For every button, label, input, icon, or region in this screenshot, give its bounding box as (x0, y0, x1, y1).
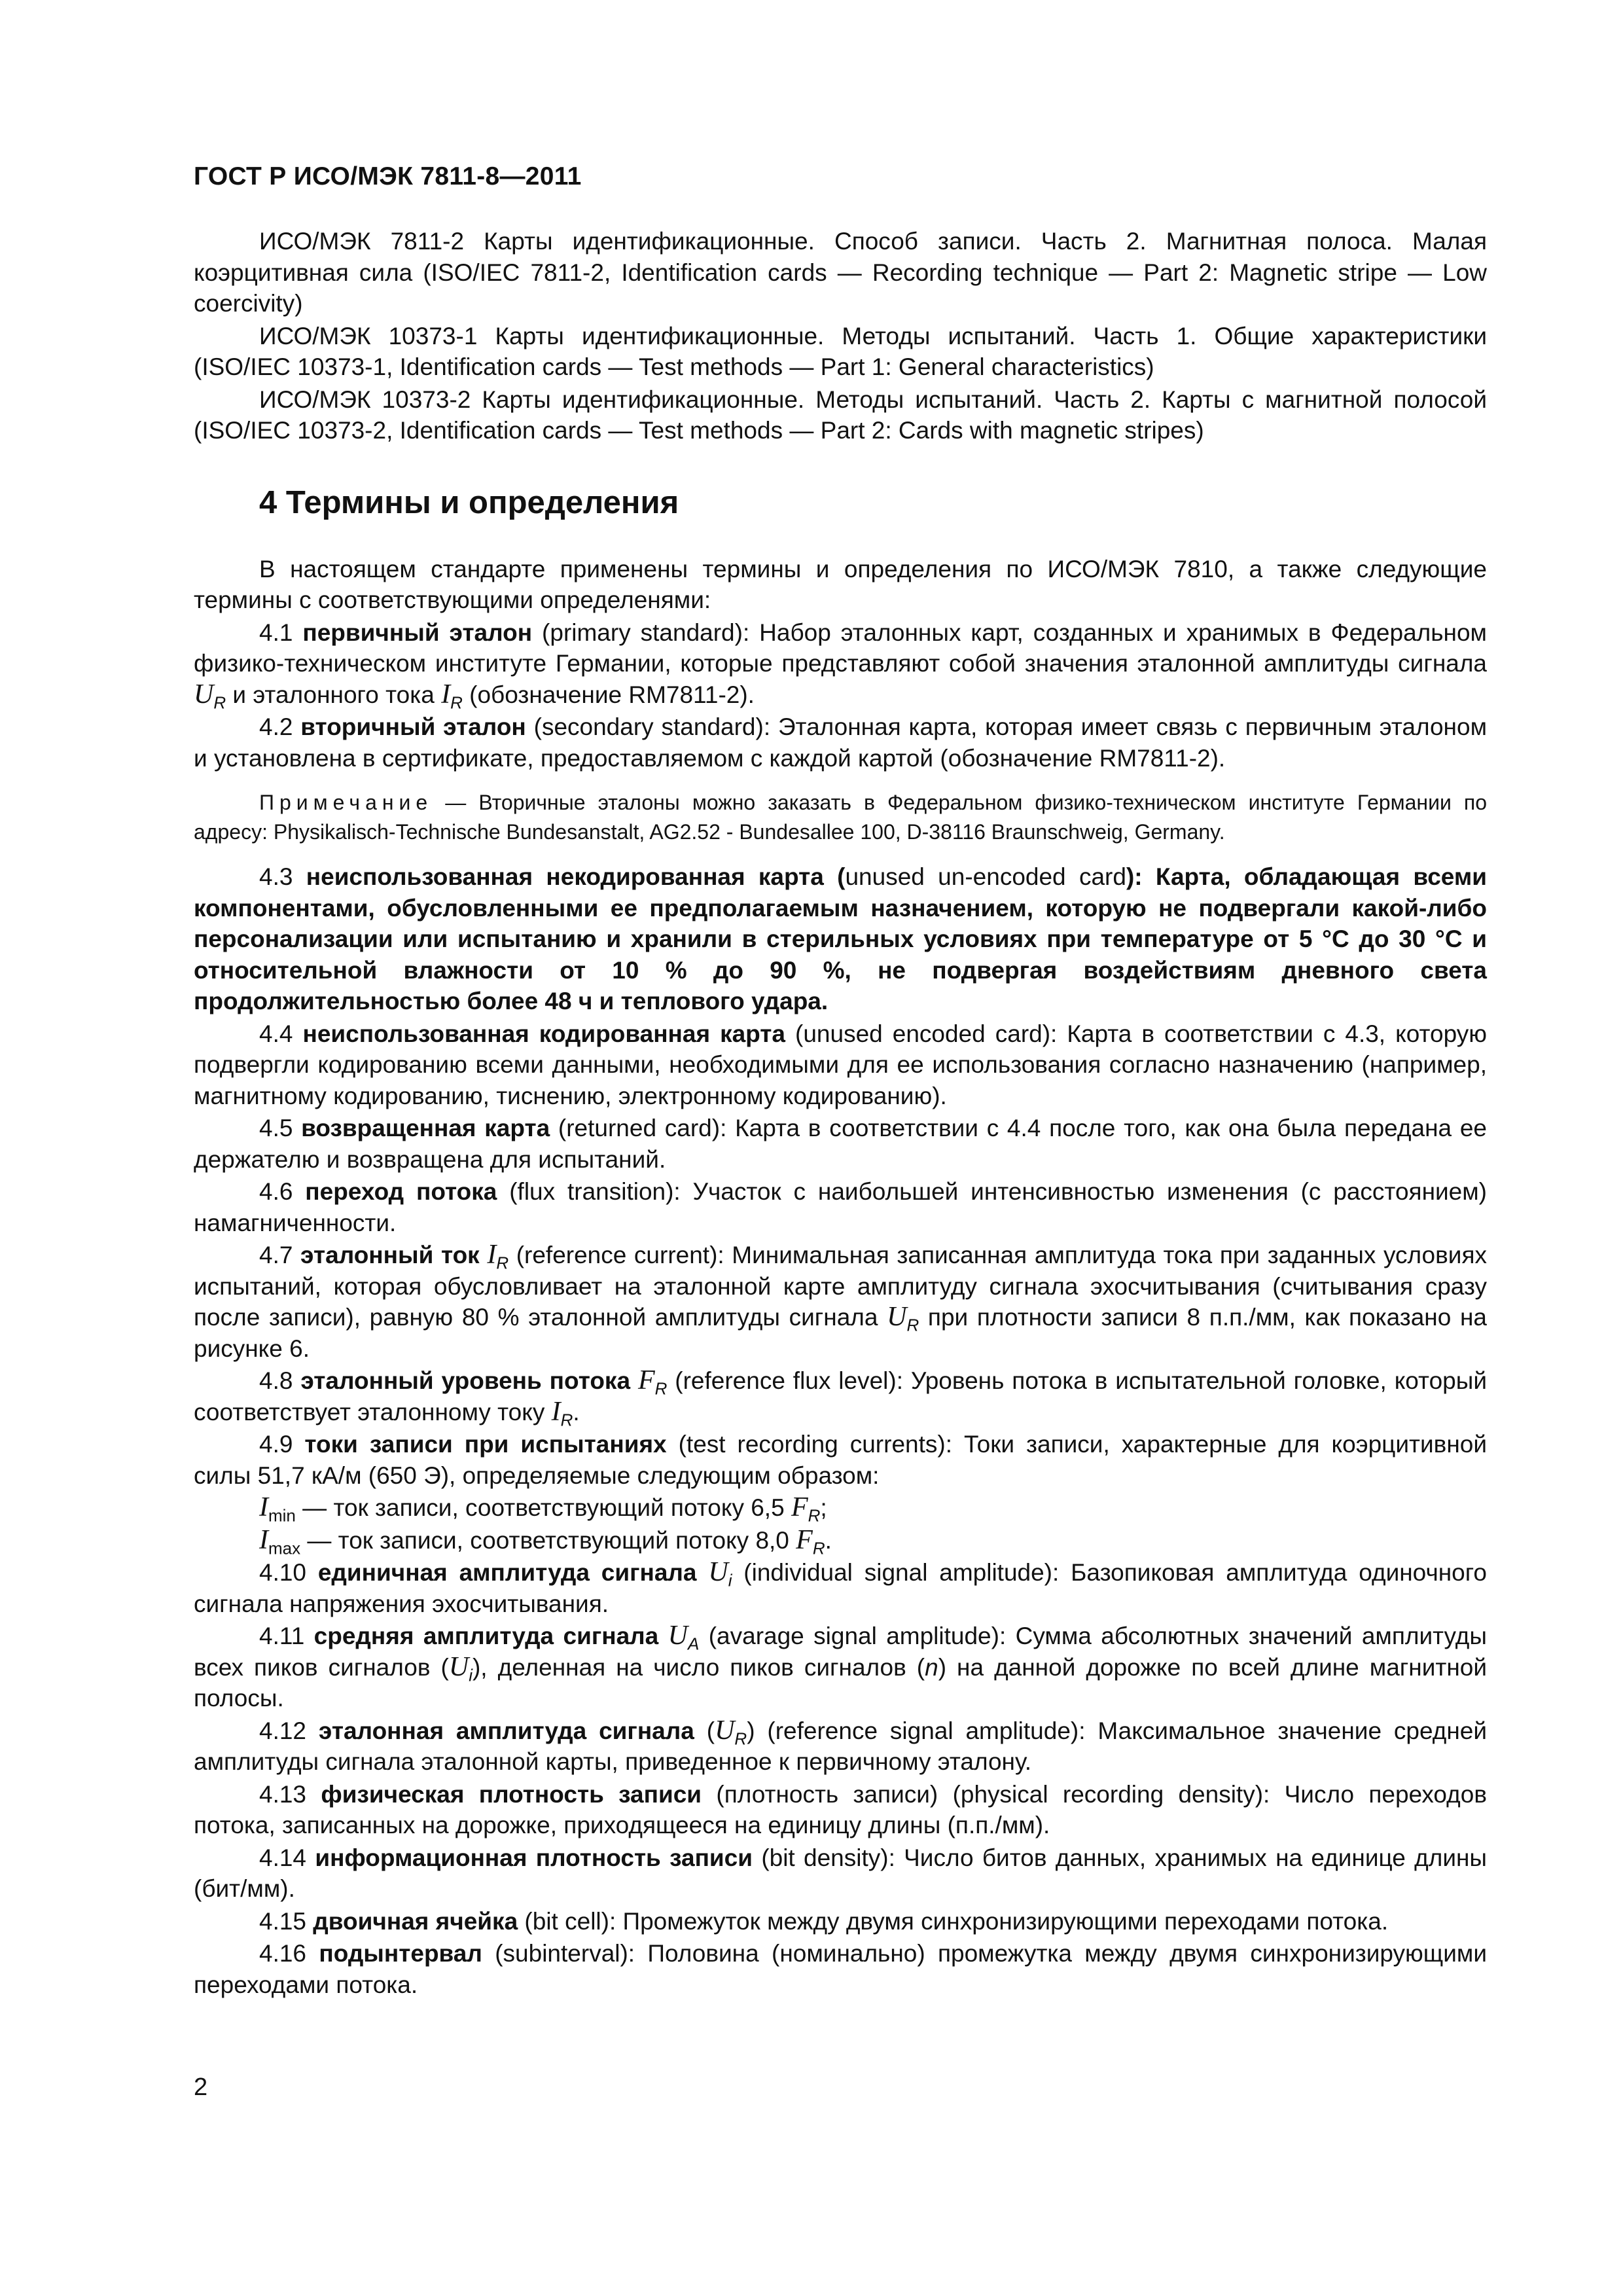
term-name: подынтервал (319, 1940, 482, 1967)
term-4-2: 4.2 вторичный эталон (secondary standard): Эталонная карта, которая имеет связь с первичным эталоном и установлена в сертификате, предоставляемом с каждой картой (обозначение RM7811-2). (194, 713, 1488, 772)
term-name: двоичная ячейка (313, 1907, 518, 1935)
term-name: переход потока (305, 1178, 497, 1205)
term-4-13: 4.13 физическая плотность записи (плотность записи) (physical recording density): Число переходов потока, записанных на дорожке, приходящееся на единицу длины (п.п./мм). (194, 1780, 1487, 1839)
term-4-12: 4.12 эталонная амплитуда сигнала $(U_R)$ (reference signal amplitude): Максимальное значение средней амплитуды сигнала эталонной карты, приведенное к первичному эталону. (194, 1715, 1488, 1775)
term-4-10: 4.10 единичная амплитуда сигнала $U_i$ (individual signal amplitude): Базопиковая амплитуда одиночного сигнала напряжения эхосчитывания. (194, 1557, 1487, 1617)
note: Примечание — Вторичные эталоны можно заказать в Федеральном физико-техническом институте Германии по адресу: Physikalisch-Technische Bundesanstalt, AG2.52 - Bundesallee 100, D-38116 Braunschweig, Germany. (194, 791, 1487, 844)
term-name: неиспользованная некодированная карта ( (306, 863, 846, 890)
term-4-3: 4.3 неиспользованная некодированная карта (unused un-encoded card): Карта, обладающая всеми компонентами, обусловленными ее предполагаемым назначением, которую не подвергали какой-либо персонализации или испытанию и хранили в стерильных условиях при температуре от 5 °С до 30 °С и относительной влажности от 10 % до 90 %, не подвергая воздействиям дневного света продолжительностью более 48 ч и теплового удара. (194, 863, 1487, 1014)
term-name: первичный эталон (302, 619, 533, 646)
term-4-1: 4.1 первичный эталон (primary standard): Набор эталонных карт, созданных и хранимых в Федеральном физико-техническом институте Германии, которые представляют собой значения эталонной амплитуды сигнала $U_R$ и эталонного тока $I_R$ (обозначение RM7811-2). (194, 619, 1487, 712)
term-name: физическая плотность записи (321, 1780, 702, 1808)
term-name: эталонный ток (300, 1242, 480, 1268)
section-heading: 4 Термины и определения (259, 484, 679, 520)
term-4-11: 4.11 средняя амплитуда сигнала $U_A$ (avarage signal amplitude): Сумма абсолютных значений амплитуды всех пиков сигналов $(U_i)$, деленная на число пиков сигналов (n) на данной дорожке по всей длине магнитной полосы. (194, 1621, 1487, 1712)
formula-imin: $I_{min}$ — ток записи, соответствующий потоку 6,5 $F_R$; (259, 1492, 827, 1526)
note-label: Примечание (259, 791, 433, 814)
term-name: средняя амплитуда сигнала (313, 1623, 659, 1649)
term-name: неиспользованная кодированная карта (302, 1020, 785, 1047)
term-4-9: 4.9 токи записи при испытаниях (test recording currents): Токи записи, характерные для коэрцитивной силы 51,7 кА/м (650 Э), определяемые следующим образом: (194, 1431, 1487, 1489)
reference-item: ИСО/МЭК 10373-2 Карты идентификационные. Методы испытаний. Часть 2. Карты с магнитной полосой (ISO/IEC 10373-2, Identification cards — Test methods — Part 2: Cards with magnetic stripes) (194, 386, 1487, 444)
term-4-16: 4.16 подынтервал (subinterval): Половина (номинально) промежутка между двумя синхронизирующими переходами потока. (194, 1940, 1488, 1998)
document-body (194, 226, 1487, 2001)
term-4-6: 4.6 переход потока (flux transition): Участок с наибольшей интенсивностью изменения (с расстоянием) намагниченности. (194, 1178, 1488, 1236)
term-name: возвращенная карта (301, 1115, 550, 1141)
term-4-8: 4.8 эталонный уровень потока $F_R$ (reference flux level): Уровень потока в испытательной головке, который соответствует эталонному току $I_R$. (194, 1365, 1488, 1429)
term-4-14: 4.14 информационная плотность записи (bit density): Число битов данных, хранимых на единице длины (бит/мм). (194, 1844, 1488, 1902)
term-name: эталонный уровень потока (300, 1367, 631, 1394)
section-intro: В настоящем стандарте применены термины и определения по ИСО/МЭК 7810, а также следующие термины с соответствующими определенями: (194, 555, 1487, 613)
formula-imax: $I_{max}$ — ток записи, соответствующий потоку 8,0 $F_R$. (259, 1524, 832, 1558)
term-name: токи записи при испытаниях (304, 1431, 667, 1458)
reference-item: ИСО/МЭК 10373-1 Карты идентификационные. Методы испытаний. Часть 1. Общие характеристики (ISO/IEC 10373-1, Identification cards — Test methods — Part 1: General characteristics) (194, 322, 1487, 380)
reference-item: ИСО/МЭК 7811-2 Карты идентификационные. Способ записи. Часть 2. Магнитная полоса. Малая коэрцитивная сила (ISO/IEC 7811-2, Identification cards — Recording technique — Part 2: Magnetic stripe — Low coercivity) (194, 228, 1487, 317)
page-number: 2 (194, 2073, 208, 2101)
term-name: единичная амплитуда сигнала (317, 1559, 697, 1586)
term-4-7: 4.7 эталонный ток $I_R$ (reference current): Минимальная записанная амплитуда тока при заданных условиях испытаний, которая обусловливает на эталонной карте амплитуду сигнала эхосчитывания (считывания сразу после записи), равную 80 % эталонной амплитуды сигнала $U_R$ при плотности записи 8 п.п./мм, как показано на рисунке 6. (194, 1240, 1488, 1362)
term-4-4: 4.4 неиспользованная кодированная карта (unused encoded card): Карта в соответствии с 4.3, которую подвергли кодированию всеми данными, необходимыми для ее использования согласно назначению (например, магнитному кодированию, тиснению, электронному кодированию). (194, 1020, 1487, 1109)
term-name: вторичный эталон (300, 713, 526, 740)
term-name: информационная плотность записи (315, 1844, 753, 1871)
term-name: эталонная амплитуда сигнала (318, 1717, 694, 1744)
term-4-5: 4.5 возвращенная карта (returned card): Карта в соответствии с 4.4 после того, как она была передана ее держателю и возвращена для испытаний. (194, 1115, 1487, 1173)
document-header: ГОСТ Р ИСО/МЭК 7811-8—2011 (194, 162, 582, 190)
term-4-15: 4.15 двоичная ячейка (bit cell): Промежуток между двумя синхронизирующими переходами потока. (259, 1907, 1389, 1935)
